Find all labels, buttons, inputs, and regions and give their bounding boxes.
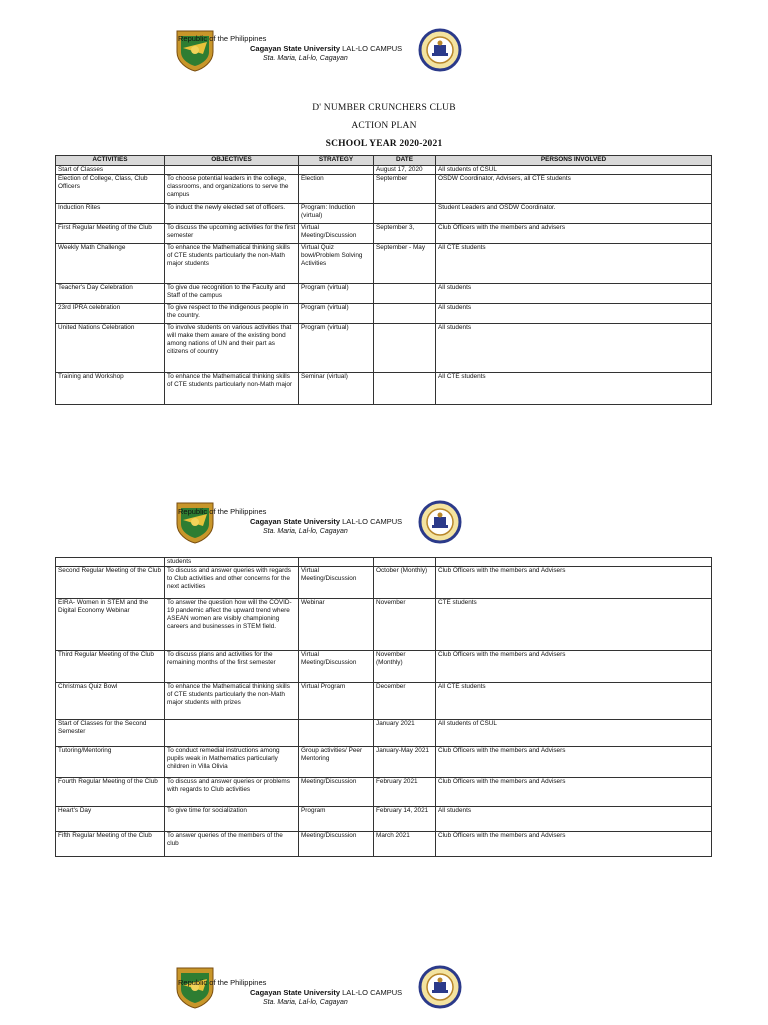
cell-activity: Tutoring/Mentoring <box>56 747 165 778</box>
cell-objective: To discuss the upcoming activities for the first semester <box>165 224 299 244</box>
cell-activity: Election of College, Class, Club Officers <box>56 175 165 204</box>
college-seal-icon <box>418 28 462 72</box>
cell-persons: All students of CSUL <box>436 720 712 747</box>
cell-persons: Club Officers with the members and Advisers <box>436 567 712 599</box>
cell-objective: To discuss plans and activities for the remaining months of the first semester <box>165 651 299 683</box>
cell-activity: Start of Classes <box>56 166 165 175</box>
header-university-name: Cagayan State University <box>250 988 341 997</box>
cell-persons: Club Officers with the members and Advisers <box>436 747 712 778</box>
cell-activity: Training and Workshop <box>56 373 165 405</box>
cell-activity <box>56 558 165 567</box>
cell-date: March 2021 <box>374 832 436 857</box>
action-plan-title: ACTION PLAN <box>351 121 417 131</box>
header-campus: LAL-LO CAMPUS <box>342 988 403 997</box>
header-location: Sta. Maria, Lal-lo, Cagayan <box>263 999 348 1006</box>
table-row <box>56 778 712 807</box>
cell-date <box>374 373 436 405</box>
cell-date: February 2021 <box>374 778 436 807</box>
cell-objective: To give time for socialization <box>165 807 299 832</box>
cell-activity: United Nations Celebration <box>56 324 165 373</box>
cell-activity: Start of Classes for the Second Semester <box>56 720 165 747</box>
cell-objective: To discuss and answer queries with regards to Club activities and other concerns for the next activities <box>165 567 299 599</box>
cell-activity: Second Regular Meeting of the Club <box>56 567 165 599</box>
cell-objective: To enhance the Mathematical thinking skills of CTE students particularly the non-Math major students <box>165 244 299 284</box>
cell-persons: All CTE students <box>436 683 712 720</box>
cell-strategy: Virtual Program <box>299 683 374 720</box>
cell-date: November (Monthly) <box>374 651 436 683</box>
table-row <box>56 683 712 720</box>
cell-strategy: Election <box>299 175 374 204</box>
cell-persons: Club Officers with the members and Advisers <box>436 778 712 807</box>
cell-date: January 2021 <box>374 720 436 747</box>
col-header-persons: PERSONS INVOLVED <box>436 156 712 166</box>
cell-date: September 3, <box>374 224 436 244</box>
cell-strategy <box>299 166 374 175</box>
cell-objective: To induct the newly elected set of officers. <box>165 204 299 224</box>
cell-strategy: Meeting/Discussion <box>299 832 374 857</box>
cell-date <box>374 204 436 224</box>
cell-activity: 23rd IPRA celebration <box>56 304 165 324</box>
cell-objective: To involve students on various activities that will make them aware of the existing bond among nations of UN and their part as citizens of country <box>165 324 299 373</box>
cell-persons: Student Leaders and OSDW Coordinator. <box>436 204 712 224</box>
cell-persons: All students <box>436 304 712 324</box>
action-plan-table-page2 <box>55 557 712 857</box>
cell-objective: To give due recognition to the Faculty and Staff of the campus <box>165 284 299 304</box>
cell-strategy <box>299 720 374 747</box>
cell-date: September <box>374 175 436 204</box>
header-university-name: Cagayan State University <box>250 517 341 526</box>
table-row <box>56 599 712 651</box>
table-row <box>56 720 712 747</box>
table-header-row <box>56 156 712 166</box>
cell-persons: All students <box>436 807 712 832</box>
header-university <box>250 517 402 526</box>
cell-strategy: Seminar (virtual) <box>299 373 374 405</box>
cell-date <box>374 324 436 373</box>
cell-strategy: Program (virtual) <box>299 304 374 324</box>
page-header-1 <box>0 28 768 88</box>
college-seal-icon <box>418 965 462 1009</box>
table-row <box>56 304 712 324</box>
cell-date: October (Monthly) <box>374 567 436 599</box>
table-row <box>56 832 712 857</box>
header-republic: Republic of the Philippines <box>178 34 267 43</box>
cell-date: January-May 2021 <box>374 747 436 778</box>
col-header-activities: ACTIVITIES <box>56 156 165 166</box>
table-row <box>56 244 712 284</box>
cell-activity: Fifth Regular Meeting of the Club <box>56 832 165 857</box>
cell-activity: EIRA- Women in STEM and the Digital Economy Webinar <box>56 599 165 651</box>
table-row <box>56 807 712 832</box>
cell-date: September - May <box>374 244 436 284</box>
page-header-2 <box>0 500 768 560</box>
cell-strategy: Group activities/ Peer Mentoring <box>299 747 374 778</box>
cell-activity: Weekly Math Challenge <box>56 244 165 284</box>
cell-strategy: Virtual Meeting/Discussion <box>299 224 374 244</box>
table-row <box>56 204 712 224</box>
cell-strategy: Virtual Quiz bowl/Problem Solving Activities <box>299 244 374 284</box>
cell-activity: Christmas Quiz Bowl <box>56 683 165 720</box>
header-campus: LAL-LO CAMPUS <box>342 44 403 53</box>
table-row <box>56 175 712 204</box>
table-row <box>56 284 712 304</box>
cell-strategy: Program <box>299 807 374 832</box>
table-row <box>56 166 712 175</box>
table-row <box>56 324 712 373</box>
school-year-title: SCHOOL YEAR 2020-2021 <box>325 139 443 149</box>
table-row <box>56 558 712 567</box>
cell-objective: To give respect to the indigenous people in the country. <box>165 304 299 324</box>
header-campus: LAL-LO CAMPUS <box>342 517 403 526</box>
col-header-objectives: OBJECTIVES <box>165 156 299 166</box>
cell-strategy: Webinar <box>299 599 374 651</box>
header-republic: Republic of the Philippines <box>178 507 267 516</box>
cell-activity: Induction Rites <box>56 204 165 224</box>
cell-strategy: Program: Induction (virtual) <box>299 204 374 224</box>
cell-persons <box>436 558 712 567</box>
cell-date: August 17, 2020 <box>374 166 436 175</box>
cell-objective: students <box>165 558 299 567</box>
col-header-strategy: STRATEGY <box>299 156 374 166</box>
cell-objective: To answer queries of the members of the club <box>165 832 299 857</box>
col-header-date: DATE <box>374 156 436 166</box>
cell-objective: To enhance the Mathematical thinking skills of CTE students particularly the non-Math major students with prizes <box>165 683 299 720</box>
cell-objective: To enhance the Mathematical thinking skills of CTE students particularly non-Math major <box>165 373 299 405</box>
cell-objective: To choose potential leaders in the college, classrooms, and organizations to serve the campus <box>165 175 299 204</box>
cell-objective: To conduct remedial instructions among pupils weak in Mathematics particularly children in Villa Olivia <box>165 747 299 778</box>
cell-activity: Third Regular Meeting of the Club <box>56 651 165 683</box>
action-plan-table-page1 <box>55 155 712 405</box>
table-row <box>56 747 712 778</box>
cell-persons: All students of CSUL <box>436 166 712 175</box>
header-location: Sta. Maria, Lal-lo, Cagayan <box>263 528 348 535</box>
club-title: D' NUMBER CRUNCHERS CLUB <box>312 103 456 113</box>
cell-objective: To discuss and answer queries or problems with regards to Club activities <box>165 778 299 807</box>
header-university <box>250 988 402 997</box>
header-university-name: Cagayan State University <box>250 44 341 53</box>
cell-objective <box>165 720 299 747</box>
cell-persons: OSDW Coordinator, Advisers, all CTE students <box>436 175 712 204</box>
header-location: Sta. Maria, Lal-lo, Cagayan <box>263 55 348 62</box>
cell-strategy: Virtual Meeting/Discussion <box>299 567 374 599</box>
cell-date: December <box>374 683 436 720</box>
header-university <box>250 44 402 53</box>
cell-persons: Club Officers with the members and Advisers <box>436 651 712 683</box>
table-row <box>56 224 712 244</box>
college-seal-icon <box>418 500 462 544</box>
cell-objective <box>165 166 299 175</box>
cell-persons: All students <box>436 324 712 373</box>
csu-logo-icon <box>173 965 217 1009</box>
table-row <box>56 651 712 683</box>
table-row <box>56 567 712 599</box>
cell-activity: Heart's Day <box>56 807 165 832</box>
header-republic: Republic of the Philippines <box>178 978 267 987</box>
cell-persons: All CTE students <box>436 373 712 405</box>
table-row <box>56 373 712 405</box>
cell-objective: To answer the question how will the COVID-19 pandemic affect the upward trend where ASEAN women are visibly championing careers and businesses in STEM field. <box>165 599 299 651</box>
cell-activity: First Regular Meeting of the Club <box>56 224 165 244</box>
cell-date <box>374 284 436 304</box>
cell-date: February 14, 2021 <box>374 807 436 832</box>
cell-date <box>374 304 436 324</box>
cell-persons: CTE students <box>436 599 712 651</box>
cell-strategy: Program (virtual) <box>299 324 374 373</box>
cell-date <box>374 558 436 567</box>
cell-persons: All CTE students <box>436 244 712 284</box>
cell-strategy: Meeting/Discussion <box>299 778 374 807</box>
cell-strategy <box>299 558 374 567</box>
cell-persons: Club Officers with the members and Advisers <box>436 832 712 857</box>
cell-strategy: Virtual Meeting/Discussion <box>299 651 374 683</box>
cell-persons: Club Officers with the members and advisers <box>436 224 712 244</box>
cell-activity: Teacher's Day Celebration <box>56 284 165 304</box>
cell-strategy: Program (virtual) <box>299 284 374 304</box>
cell-activity: Fourth Regular Meeting of the Club <box>56 778 165 807</box>
cell-persons: All students <box>436 284 712 304</box>
page-header-3 <box>0 965 768 1025</box>
cell-date: November <box>374 599 436 651</box>
